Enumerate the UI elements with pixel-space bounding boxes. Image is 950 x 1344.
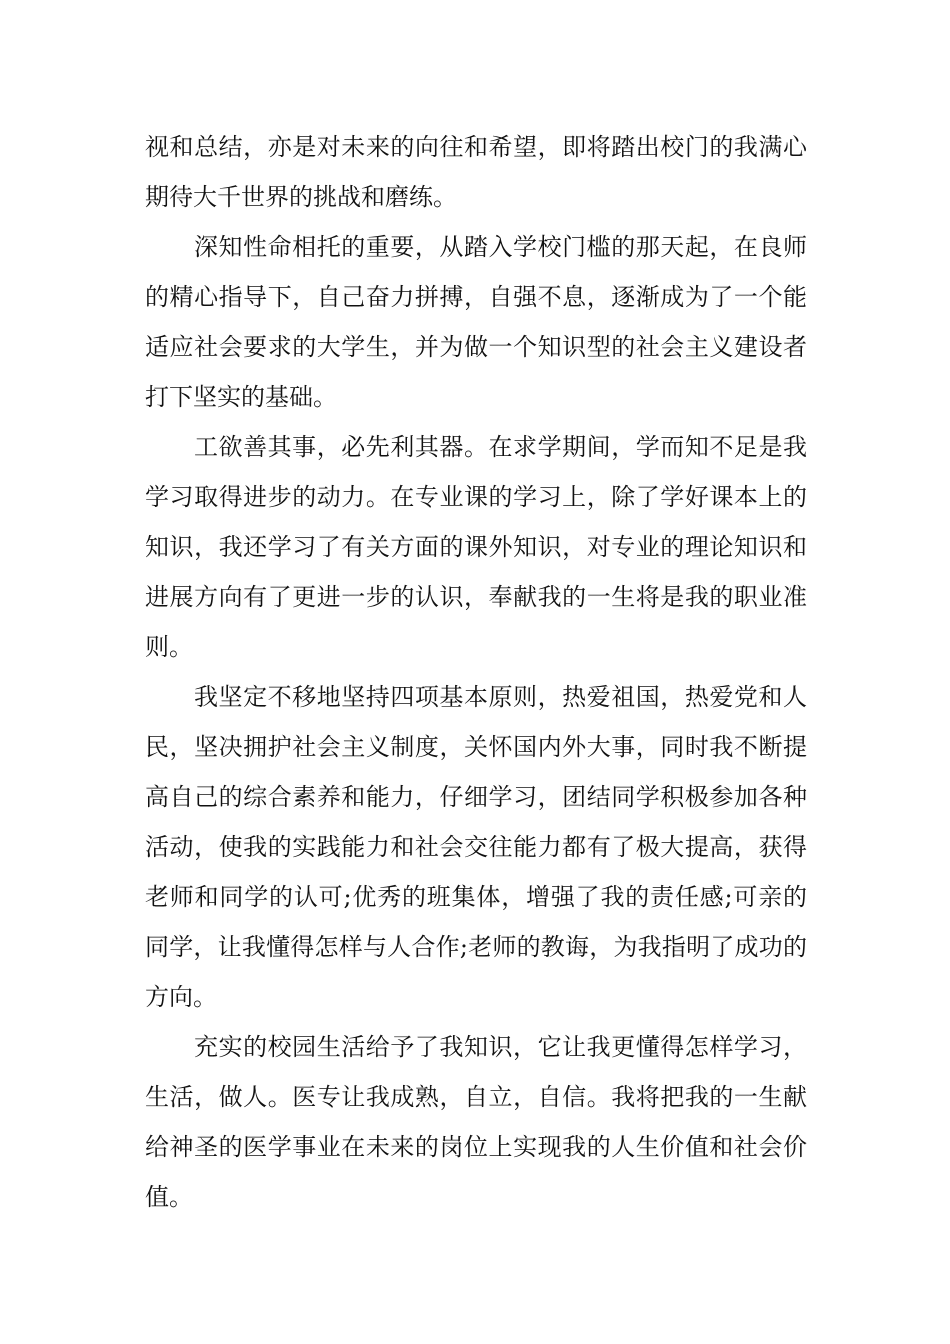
paragraph-2: 深知性命相托的重要，从踏入学校门槛的那天起，在良师的精心指导下，自己奋力拼搏，自强不息，逐渐成为了一个能适应社会要求的大学生，并为做一个知识型的社会主义建设者打下坚实的基础。 bbox=[145, 233, 807, 411]
paragraph-1: 视和总结，亦是对未来的向往和希望，即将踏出校门的我满心期待大千世界的挑战和磨练。 bbox=[145, 133, 807, 211]
paragraph-3: 工欲善其事，必先利其器。在求学期间，学而知不足是我学习取得进步的动力。在专业课的学习上，除了学好课本上的知识，我还学习了有关方面的课外知识，对专业的理论知识和进展方向有了更进一步的认识，奉献我的一生将是我的职业准则。 bbox=[145, 433, 807, 661]
paragraph-5: 充实的校园生活给予了我知识，它让我更懂得怎样学习，生活，做人。医专让我成熟，自立，自信。我将把我的一生献给神圣的医学事业在未来的岗位上实现我的人生价值和社会价值。 bbox=[145, 1033, 807, 1211]
document-page bbox=[145, 122, 807, 1222]
paragraph-4: 我坚定不移地坚持四项基本原则，热爱祖国，热爱党和人民，坚决拥护社会主义制度，关怀国内外大事，同时我不断提高自己的综合素养和能力，仔细学习，团结同学积极参加各种活动，使我的实践能力和社会交往能力都有了极大提高，获得老师和同学的认可;优秀的班集体，增强了我的责任感;可亲的同学，让我懂得怎样与人合作;老师的教诲，为我指明了成功的方向。 bbox=[145, 683, 807, 1011]
